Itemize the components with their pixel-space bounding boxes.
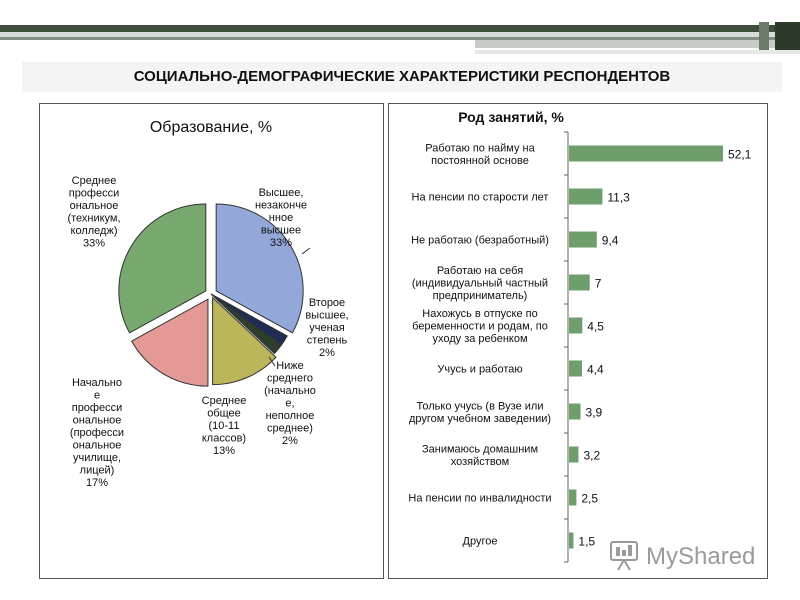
page-title: СОЦИАЛЬНО-ДЕМОГРАФИЧЕСКИЕ ХАРАКТЕРИСТИКИ РЕСПОНДЕНТОВ: [22, 62, 782, 92]
pie-slice-label: Второе высшее, ученая степень 2%: [305, 297, 349, 359]
bar-category-label: Учусь и работаю: [437, 363, 523, 376]
top-decor-stripe: [0, 25, 800, 32]
bar-value-label: 4,4: [587, 362, 604, 377]
occupation-bar-panel: [388, 103, 768, 579]
bar: [569, 533, 573, 549]
pie-slice-label: Ниже среднего (начально е, неполное среднее) 2%: [264, 360, 316, 447]
bar-title: Род занятий, %: [458, 109, 564, 125]
bar: [569, 404, 581, 420]
pie-slice-label: Среднее професси ональное (техникум, колледж) 33%: [67, 175, 121, 250]
bar-value-label: 1,5: [578, 534, 596, 549]
bar: [569, 447, 578, 463]
education-pie-chart: [40, 104, 383, 578]
bar-category-label: Не работаю (безработный): [411, 234, 549, 247]
bar-value-label: 7: [594, 276, 602, 291]
bar: [569, 361, 582, 377]
pie-leader-line: [302, 248, 310, 254]
pie-slice-label: Высшее, незаконче нное высшее 33%: [254, 187, 308, 249]
bar: [569, 232, 597, 248]
bar-category-label: Только учусь (в Вузе или другом учебном заведении): [408, 400, 552, 425]
bar-category-label: Занимаюсь домашним хозяйством: [421, 443, 539, 468]
bar-value-label: 11,3: [607, 190, 630, 205]
bar-value-label: 2,5: [581, 491, 599, 506]
bar: [569, 318, 582, 334]
bar-value-label: 3,9: [585, 405, 603, 420]
occupation-bar-chart: [389, 104, 767, 578]
corner-decor: [775, 22, 800, 50]
pie-slice-label: Среднее общее (10-11 классов) 13%: [201, 395, 247, 457]
bar-value-label: 9,4: [601, 233, 619, 248]
bar-value-label: 3,2: [583, 448, 601, 463]
presentation-board-icon: [611, 542, 637, 570]
bar: [569, 189, 602, 205]
bar: [569, 275, 590, 291]
bar-category-label: Работаю на себя (индивидуальный частный предприниматель): [411, 265, 549, 302]
bar-value-label: 4,5: [587, 319, 604, 334]
top-decor-stripe: [475, 40, 800, 48]
bar-category-label: На пенсии по старости лет: [411, 191, 549, 204]
bar-category-label: Нахожусь в отпуске по беременности и родам, по уходу за ребенком: [412, 308, 548, 345]
bar-category-label: На пенсии по инвалидности: [408, 492, 552, 505]
bar-value-label: 52,1: [728, 147, 752, 162]
education-pie-panel: [39, 103, 384, 579]
myshared-watermark: [608, 538, 768, 572]
top-decor-stripe: [475, 50, 800, 54]
bar-category-label: Другое: [462, 535, 498, 548]
watermark-text: MyShared: [646, 543, 756, 570]
pie-title: Образование, %: [149, 119, 273, 136]
bar-category-label: Работаю по найму на постоянной основе: [425, 142, 535, 167]
bar: [569, 490, 576, 506]
pie-slice-label: Начально е професси ональное (професси ональное училище, лицей) 17%: [69, 377, 125, 489]
bar: [569, 146, 723, 162]
